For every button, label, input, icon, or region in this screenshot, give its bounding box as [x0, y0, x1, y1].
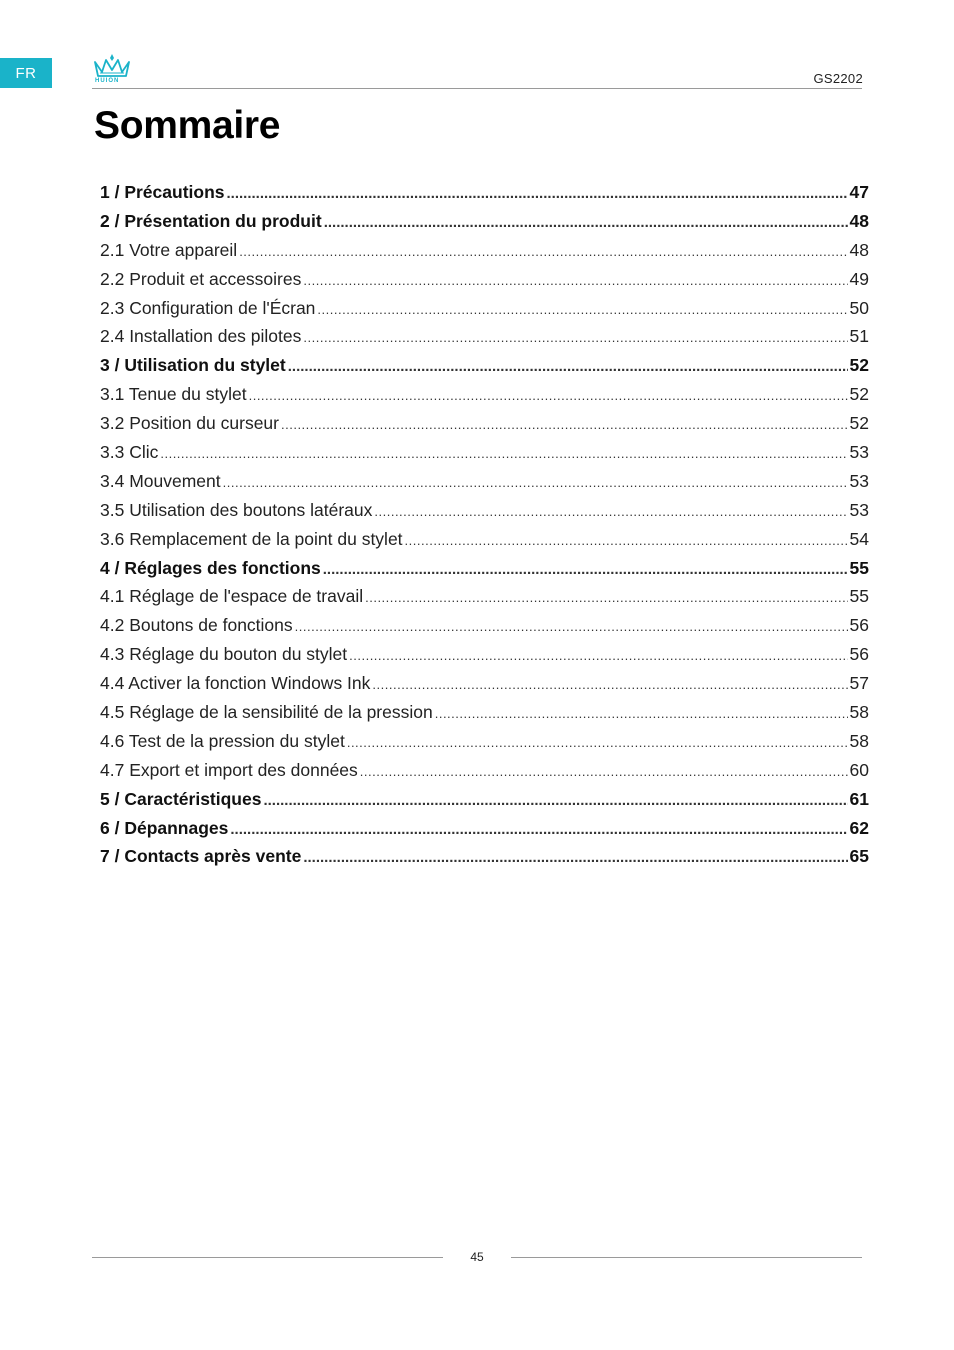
toc-entry-page: 56: [849, 644, 869, 665]
toc-entry-label: 3.6 Remplacement de la point du stylet: [100, 528, 403, 549]
toc-leader-dots: [365, 584, 847, 611]
toc-entry-label: 3.5 Utilisation des boutons latéraux: [100, 499, 373, 520]
toc-entry-label: 4.5 Réglage de la sensibilité de la pression: [100, 702, 433, 723]
toc-leader-dots: [160, 440, 847, 467]
toc-entry-page: 49: [849, 268, 869, 289]
toc-entry[interactable]: [100, 525, 869, 554]
toc-entry[interactable]: [100, 611, 869, 640]
toc-entry-page: 57: [849, 673, 869, 694]
toc-entry-label: 3.3 Clic: [100, 442, 159, 463]
toc-entry[interactable]: [100, 842, 869, 871]
toc-entry-label: 2 / Présentation du produit: [100, 210, 322, 231]
toc-leader-dots: [317, 296, 847, 323]
toc-leader-dots: [405, 527, 848, 554]
toc-entry-label: 4.7 Export et import des données: [100, 759, 358, 780]
toc-entry[interactable]: [100, 294, 869, 323]
toc-entry-page: 58: [849, 730, 869, 751]
toc-entry-label: 3 / Utilisation du stylet: [100, 355, 286, 376]
toc-entry[interactable]: [100, 496, 869, 525]
toc-entry[interactable]: [100, 640, 869, 669]
toc-entry[interactable]: [100, 467, 869, 496]
toc-entry-page: 55: [849, 557, 869, 578]
toc-entry-page: 54: [849, 528, 869, 549]
toc-entry-page: 61: [849, 788, 869, 809]
toc-entry[interactable]: [100, 380, 869, 409]
toc-entry[interactable]: [100, 785, 869, 814]
toc-entry[interactable]: [100, 265, 869, 294]
toc-entry[interactable]: [100, 236, 869, 265]
toc-leader-dots: [303, 844, 847, 871]
toc-entry-page: 52: [849, 384, 869, 405]
toc-entry-page: 50: [849, 297, 869, 318]
toc-entry[interactable]: [100, 409, 869, 438]
toc-entry-page: 60: [849, 759, 869, 780]
toc-leader-dots: [435, 700, 848, 727]
toc-leader-dots: [374, 498, 847, 525]
toc-entry-page: 47: [849, 182, 869, 202]
toc-entry-label: 4.6 Test de la pression du stylet: [100, 730, 345, 751]
toc-entry-label: 2.3 Configuration de l'Écran: [100, 297, 316, 318]
language-tab: [0, 58, 52, 88]
toc-entry-page: 53: [849, 499, 869, 520]
toc-entry[interactable]: [100, 351, 869, 380]
toc-leader-dots: [281, 411, 848, 438]
toc-leader-dots: [239, 238, 847, 265]
toc-entry[interactable]: [100, 756, 869, 785]
model-number: GS2202: [813, 71, 863, 86]
toc-entry-label: 4.2 Boutons de fonctions: [100, 615, 293, 636]
toc-entry[interactable]: [100, 582, 869, 611]
header-divider: [92, 88, 862, 89]
toc-leader-dots: [249, 382, 848, 409]
toc-entry-page: 56: [849, 615, 869, 636]
toc-leader-dots: [324, 209, 848, 236]
toc-entry-page: 52: [849, 413, 869, 434]
footer-divider-right: [511, 1257, 862, 1258]
toc-leader-dots: [347, 729, 848, 756]
toc-leader-dots: [323, 556, 848, 583]
toc-entry-label: 3.4 Mouvement: [100, 470, 221, 491]
toc-entry[interactable]: [100, 554, 869, 583]
toc-entry[interactable]: [100, 727, 869, 756]
toc-leader-dots: [360, 758, 848, 785]
toc-leader-dots: [372, 671, 847, 698]
toc-entry-label: 6 / Dépannages: [100, 817, 229, 838]
toc-entry[interactable]: [100, 322, 869, 351]
toc-entry[interactable]: [100, 669, 869, 698]
toc-leader-dots: [223, 469, 848, 496]
toc-entry-page: 48: [849, 210, 869, 231]
toc-leader-dots: [263, 787, 847, 814]
toc-entry-page: 58: [849, 702, 869, 723]
toc-entry-label: 4.1 Réglage de l'espace de travail: [100, 586, 364, 607]
toc-entry-page: 53: [849, 442, 869, 463]
language-label: FR: [15, 64, 37, 82]
toc-leader-dots: [227, 180, 848, 207]
toc-entry-label: 7 / Contacts après vente: [100, 846, 302, 867]
toc-leader-dots: [288, 353, 848, 380]
toc-entry[interactable]: [100, 178, 869, 207]
toc-entry-label: 4.3 Réglage du bouton du stylet: [100, 644, 348, 665]
toc-entry-label: 1 / Précautions: [100, 182, 225, 202]
page-number: 45: [470, 1250, 484, 1264]
toc-leader-dots: [295, 613, 848, 640]
toc-leader-dots: [303, 324, 847, 351]
toc-leader-dots: [303, 267, 847, 294]
toc-entry-page: 62: [849, 817, 869, 838]
toc-entry[interactable]: [100, 698, 869, 727]
toc-entry-label: 2.1 Votre appareil: [100, 239, 238, 260]
logo-wordmark: HUION: [95, 78, 120, 84]
toc-entry-label: 2.4 Installation des pilotes: [100, 326, 302, 347]
footer-divider-left: [92, 1257, 443, 1258]
toc-entry-label: 4 / Réglages des fonctions: [100, 557, 321, 578]
toc-entry-label: 2.2 Produit et accessoires: [100, 268, 302, 289]
toc-entry[interactable]: [100, 814, 869, 843]
table-of-contents: [100, 178, 869, 871]
toc-entry[interactable]: [100, 207, 869, 236]
toc-entry-label: 3.2 Position du curseur: [100, 413, 279, 434]
toc-leader-dots: [349, 642, 847, 669]
toc-entry-page: 65: [849, 846, 869, 867]
toc-entry-label: 3.1 Tenue du stylet: [100, 384, 247, 405]
toc-entry-page: 48: [849, 239, 869, 260]
toc-entry-page: 52: [849, 355, 869, 376]
toc-entry-label: 4.4 Activer la fonction Windows Ink: [100, 673, 371, 694]
toc-entry-page: 51: [849, 326, 869, 347]
toc-entry[interactable]: [100, 438, 869, 467]
page-title: Sommaire: [94, 104, 281, 147]
toc-entry-page: 55: [849, 586, 869, 607]
toc-entry-page: 53: [849, 470, 869, 491]
toc-entry-label: 5 / Caractéristiques: [100, 788, 262, 809]
toc-leader-dots: [230, 816, 847, 843]
